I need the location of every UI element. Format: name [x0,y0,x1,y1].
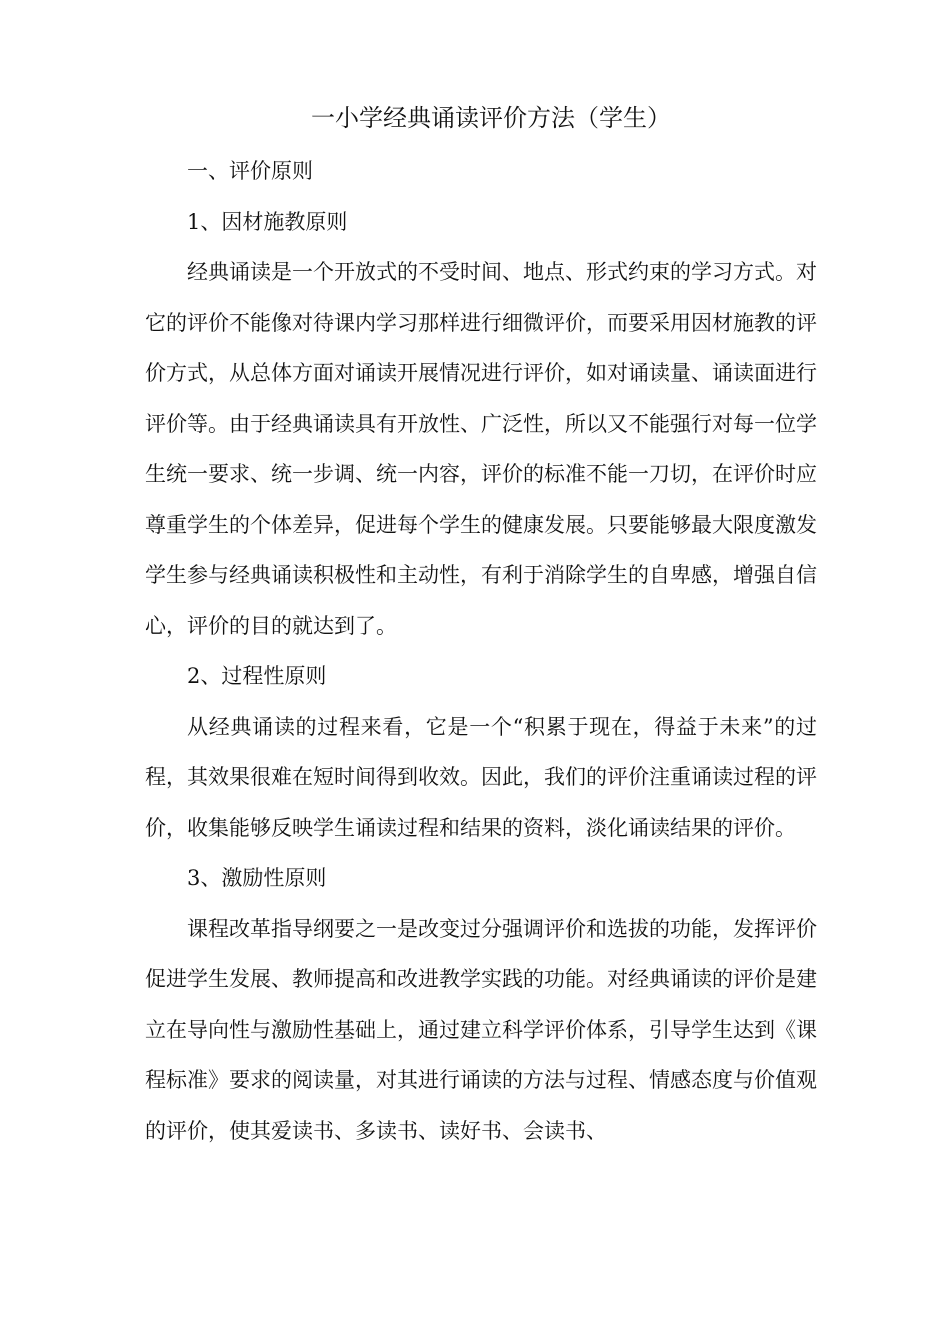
principle-3-heading: 3、激励性原则 [187,866,327,890]
principle-2-paragraph: 从经典诵读的过程来看，它是一个“积累于现在，得益于未来”的过程，其效果很难在短时间得到收效。因此，我们的评价注重诵读过程的评价，收集能够反映学生诵读过程和结果的资料，淡化诵读结果的评价。 [145,714,817,840]
document-title: 一小学经典诵读评价方法（学生） [311,104,671,132]
principle-1-paragraph: 经典诵读是一个开放式的不受时间、地点、形式约束的学习方式。对它的评价不能像对待课内学习那样进行细微评价，而要采用因材施教的评价方式，从总体方面对诵读开展情况进行评价，如对诵读量、诵读面进行评价等。由于经典诵读具有开放性、广泛性，所以又不能强行对每一位学生统一要求、统一步调、统一内容，评价的标准不能一刀切，在评价时应尊重学生的个体差异，促进每个学生的健康发展。只要能够最大限度激发学生参与经典诵读积极性和主动性，有利于消除学生的自卑感，增强自信心，评价的目的就达到了。 [145,260,817,638]
principle-3-paragraph: 课程改革指导纲要之一是改变过分强调评价和选拔的功能，发挥评价促进学生发展、教师提高和改进教学实践的功能。对经典诵读的评价是建立在导向性与激励性基础上，通过建立科学评价体系，引导学生达到《课程标准》要求的阅读量，对其进行诵读的方法与过程、情感态度与价值观的评价，使其爱读书、多读书、读好书、会读书、 [145,916,817,1143]
document-content [145,96,817,1156]
section-heading-evaluation-principles: 一、评价原则 [187,159,313,183]
principle-1-heading: 1、因材施教原则 [187,209,348,234]
principle-2-heading: 2、过程性原则 [187,664,327,688]
